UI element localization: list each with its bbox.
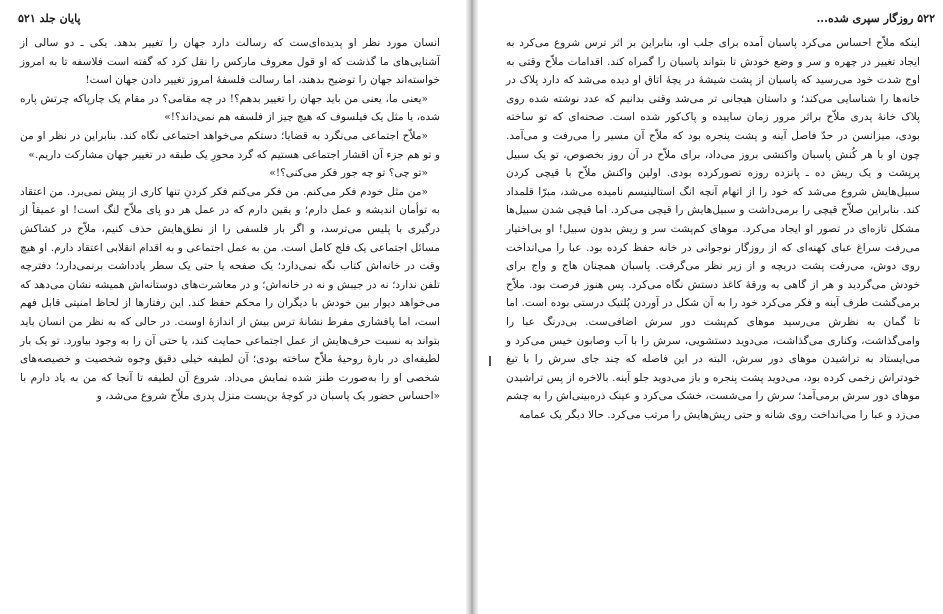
right-page [476,0,943,614]
left-page-body [20,34,440,406]
right-page-body [506,34,920,424]
paragraph: «تو چی؟ تو چه جور فکر می‌کنی؟!» [269,167,428,180]
paragraph: اینکه ملاّح احساس می‌کرد پاسبان آمده برای جلب او، بنابراین بر اثر ترس شروع می‌کرد به ایجاد تغییر در چهره و سر و وضع خودش تا بتواند پاسبان را گمراه کند. اقدامات ملاّح وقتی به اوج شدت خود می‌رسید که پاسبان از پشت شیشهٔ در یچهٔ اتاق او دیده می‌شد که دارد پلاک در خانه‌ها را شناسایی می‌کند؛ و داستان هیجانی تر می‌شد وقتی بدانیم که عدد نوشته شده روی پلاک خانهٔ پدری ملاّح براثر مرور زمان ساییده و پاک‌کور شده است. صحنه‌ای که تو ساخته بودی، میزانسن در حدّ فاصل آینه و پشت پنجره بود که ملاّح آن مسیر را می‌رفت و می‌آمد. چون او با هر کُنش پاسبان واکنشی بروز می‌داد، برای ملاّح در آن روز بخصوص، تو یک سبیل پرپشت و یک ریش ده ـ پانزده روزه تصورکرده بودی. اولین واکنش ملاّح با قیچی کردن سبیل‌هایش شروع می‌شد که خود را از اتهام آنچه انگ استالینیسم نامیده می‌شد، مبرّا قلمداد کند. بنابراین صلاّح قیچی را برمی‌داشت و سبیل‌هایش را قیچی می‌کرد. اما قیچی شدن سبیل‌ها مشکل تازه‌ای در تصور او ایجاد می‌کرد. موهای کم‌پشت سر و ریش بدون سبیل! او بی‌اختیار می‌رفت سراغ عبای کهنه‌ای که از روزگار نوجوانی در خانه حفظ کرده بود. عبا را می‌انداخت روی دوش، می‌رفت پشت دریچه و از زیر نظر می‌گرفت. پاسبان همچنان هاج و واج برای خودش می‌گردید و هر از گاهی به ورقهٔ کاغذ دستش نگاه می‌کرد. پس هنوز فرصت بود. ملاّح برمی‌گشت طرف آینه و فکر می‌کرد خود را به آن شکل در آوردن پُلتیک درستی بوده است. اما تا گمان به نظرش می‌رسید موهای کم‌پشت دور سرش اضافی‌ست. بی‌درنگ عبا را وامی‌گذاشت، وکناری می‌گذاشت، می‌دوید دستشویی، سرش را با آب وصابون خیس می‌کرد و می‌ایستاد به تراشیدن موهای دور سرش، البته در این فاصله که چند جای سرش را با تیغ خودتراش زخمی کرده بود، می‌دوید پشت پنجره و باز می‌دوید جلو آینه. بالاخره از پس تراشیدن موهای دور سرش برمی‌آمد؛ سرش را می‌شست، خشک می‌کرد و عینک ذره‌بینی‌اش را به چشم می‌زد و عبا را می‌انداخت روی شانه و حتی ریش‌هایش را مرتب می‌کرد. حالا دیگر یک عمامه [506,37,920,421]
left-page-header: پایان جلد ۵۲۱ [18,12,81,25]
paragraph: «من مثل خودم فکر می‌کنم. من فکر می‌کنم فکر کردنِ تنها کاری از پیش نمی‌برد. من اعتقاد به توأمان اندیشه و عمل دارم؛ و یقین دارم که در عمل هر دو پای ملاّح لنگ است! او عمیقاً از درگیری با پلیس می‌ترسد، و اگر بار فلسفی را از نطق‌هایش حذف کنیم، ملاّح در کشاکش مسائل اجتماعی یک فلج کامل است. من به عمل اجتماعی و به اقدام انقلابی اعتقاد دارم. او هیچ وقت در خانه‌اش کتاب نگه نمی‌دارد؛ یک صفحه یا حتی یک سطر یادداشت برنمی‌دارد؛ دفترچه تلفن ندارد؛ نه در جیبش و نه در خانه‌اش؛ و در معاشرت‌های دوستانه‌اش همیشه نشان می‌دهد که می‌خواهد دیوار بین خودش با دیگران را محکم حفظ کند. این رفتارها از لحاظ امنیتی قابل فهم است، اما پافشاری مفرط نشانهٔ ترس بیش از اندازهٔ اوست. در حالی که به نظر من انسان باید بتواند به نسبت حرف‌هایش از عمل اجتماعی حمایت کند، یا حتی آن را به وجود بیاورد. تو یک بار لطیفه‌ای در بارهٔ روحیهٔ ملاّح ساخته بودی؛ آن لطیفه خیلی دقیق وجوه شخصیت و خصیصه‌های شخصی او را به‌صورت طنز شده نمایش می‌داد. شروع آن لطیفه تا آنجا که من به یاد دارم با «احساس حضور یک پاسبان در کوچهٔ بن‌بست منزل پدری ملاّح شروع می‌شد، و [20,185,440,403]
left-page [0,0,468,614]
paragraph: «یعنی ما، یعنی من باید جهان را تغییر بدهم؟! در چه مقامی؟ در مقام یک چارپاکه چرتش پاره شده، یا مثل یک فیلسوف که هیچ چیز از فلسفه هم نمی‌داند؟!» [20,92,440,124]
paragraph: انسان مورد نظر او پدیده‌ای‌ست که رسالت دارد جهان را تغییر بدهد. یکی ـ دو سالی از آشنایی‌های ما گذشت که او قول معروف مارکس را نقل کرد که گفته است فلاسفه تا به امروز خواسته‌اند جهان را توضیح بدهند، اما رسالت فلسفهٔ امروز تغییر دادن جهان است! [20,37,440,87]
right-page-header: ۵۲۲ روزگار سپری شده... [816,12,935,25]
paragraph: «ملاّح اجتماعی می‌نگرد به قضایا؛ دستکم می‌خواهد اجتماعی نگاه کند. بنابراین در نظر او من و تو هم جزء آن اقشار اجتماعی هستیم که گرد محورِ یک طبقه در تغییر جهان مشارکت داریم.» [20,129,440,161]
